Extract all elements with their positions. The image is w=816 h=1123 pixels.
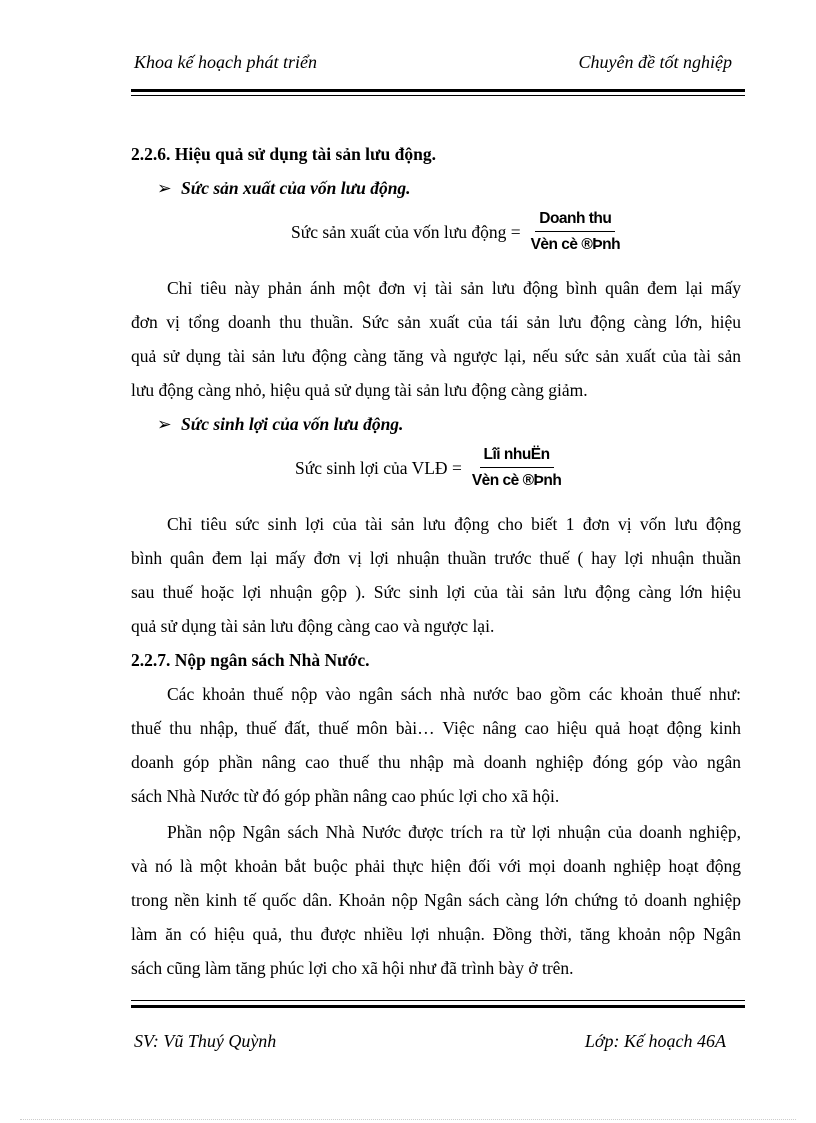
paragraph-line: sách Nhà Nước từ đó góp phần nâng cao phúc lợi cho xã hội.: [131, 786, 560, 806]
paragraph-line: lưu động càng nhỏ, hiệu quả sử dụng tài sản lưu động càng giảm.: [131, 380, 588, 400]
paragraph-line: bình quân đem lại mấy đơn vị lợi nhuận thuần trước thuế ( hay lợi nhuận thuần: [131, 548, 741, 568]
header-thesis-title: Chuyên đề tốt nghiệp: [578, 52, 732, 72]
header-faculty: Khoa kế hoạch phát triển: [134, 52, 317, 72]
formula-numerator: Doanh thu: [535, 210, 615, 232]
bullet-title: Sức sản xuất của vốn lưu động.: [181, 178, 411, 198]
section-heading-2-2-6: 2.2.6. Hiệu quả sử dụng tài sản lưu động.: [131, 144, 436, 164]
paragraph-line: Chỉ tiêu sức sinh lợi của tài sản lưu động cho biết 1 đơn vị vốn lưu động: [167, 514, 741, 534]
formula-productivity: [291, 210, 624, 254]
formula-fraction: [468, 446, 565, 490]
footer-rule-thick: [131, 1005, 745, 1008]
paragraph-line: làm ăn có hiệu quả, thu được nhiều lợi nhuận. Đồng thời, tăng khoản nộp Ngân: [131, 924, 741, 944]
header-rule-thin: [131, 95, 745, 96]
paragraph-line: sách cũng làm tăng phúc lợi cho xã hội như đã trình bày ở trên.: [131, 958, 574, 978]
formula-fraction: [527, 210, 624, 254]
arrow-bullet-icon: ➢: [157, 178, 172, 198]
paragraph-line: thuế thu nhập, thuế đất, thuế môn bài… Việc nâng cao hiệu quả hoạt động kinh: [131, 718, 741, 738]
header-rule-thick: [131, 89, 745, 92]
footer-class: Lớp: Kế hoạch 46A: [584, 1031, 726, 1051]
formula-denominator: Vèn cè ®Þnh: [471, 472, 562, 489]
paragraph-line: sau thuế hoặc lợi nhuận gộp ). Sức sinh lợi của tài sản lưu động càng lớn hiệu: [131, 582, 741, 602]
paragraph-line: Chỉ tiêu này phản ánh một đơn vị tài sản lưu động bình quân đem lại mấy: [167, 278, 741, 298]
arrow-bullet-icon: ➢: [157, 414, 172, 434]
section-heading-2-2-7: 2.2.7. Nộp ngân sách Nhà Nước.: [131, 650, 370, 670]
paragraph-line: quả sử dụng tài sản lưu động càng tăng và ngược lại, nếu sức sản xuất của tài sản: [131, 346, 741, 366]
footer-student-name: SV: Vũ Thuý Quỳnh: [134, 1031, 277, 1051]
formula-lhs: Sức sản xuất của vốn lưu động =: [291, 221, 521, 242]
paragraph-line: doanh góp phần nâng cao thuế thu nhập mà doanh nghiệp đóng góp vào ngân: [131, 752, 741, 772]
formula-lhs: Sức sinh lợi của VLĐ =: [295, 457, 462, 478]
paragraph-line: đơn vị tổng doanh thu thuần. Sức sản xuất của tái sản lưu động càng lớn, hiệu: [131, 312, 741, 332]
bullet-working-capital-profitability: [157, 414, 403, 435]
paragraph-line: Các khoản thuế nộp vào ngân sách nhà nước bao gồm các khoản thuế như:: [167, 684, 741, 704]
page-bottom-border: [20, 1119, 796, 1120]
bullet-title: Sức sinh lợi của vốn lưu động.: [181, 414, 404, 434]
paragraph-line: trong nền kinh tế quốc dân. Khoản nộp Ngân sách càng lớn chứng tỏ doanh nghiệp: [131, 890, 741, 910]
formula-profitability: [295, 446, 565, 490]
formula-numerator: Lîi nhuËn: [480, 446, 554, 468]
paragraph-line: quả sử dụng tài sản lưu động càng cao và ngược lại.: [131, 616, 495, 636]
paragraph-line: và nó là một khoản bắt buộc phải thực hiện đối với mọi doanh nghiệp hoạt động: [131, 856, 741, 876]
footer-rule-thin: [131, 1000, 745, 1001]
bullet-working-capital-productivity: [157, 178, 411, 199]
paragraph-line: Phần nộp Ngân sách Nhà Nước được trích ra từ lợi nhuận của doanh nghiệp,: [167, 822, 741, 842]
formula-denominator: Vèn cè ®Þnh: [530, 236, 621, 253]
